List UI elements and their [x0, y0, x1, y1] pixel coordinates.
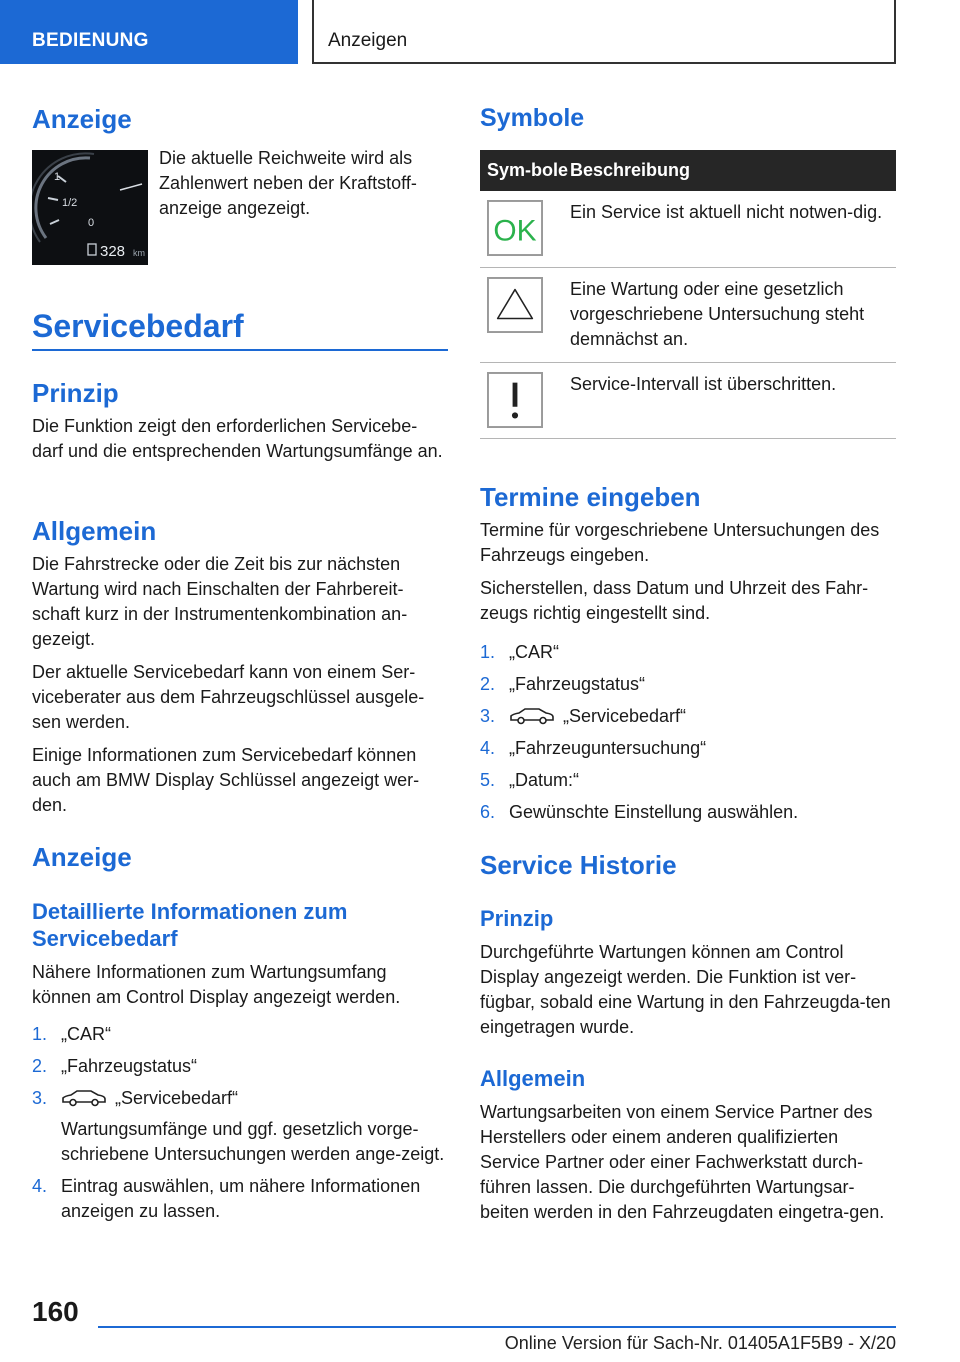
historie-prinzip-text: Durchgeführte Wartungen können am Control Display angezeigt werden. Die Funktion ist ver-fügbar, sobald eine Wartung in den Fahrzeugda-ten eingetragen wurde. — [480, 942, 891, 1037]
gauge-mark-full: 1 — [54, 171, 61, 183]
anzeige-text: Die aktuelle Reichweite wird als Zahlenwert neben der Kraftstoff-anzeige angezeigt. — [159, 148, 417, 218]
termine-steps — [480, 640, 896, 832]
exclamation-icon — [487, 372, 543, 428]
list-item: 4. Eintrag auswählen, um nähere Informationen anzeigen zu lassen. — [32, 1176, 421, 1221]
page-number: 160 — [32, 1296, 79, 1327]
table-row — [480, 191, 896, 267]
allgemein-paragraph-2: Der aktuelle Servicebedarf kann von einem Ser-viceberater aus dem Fahrzeugschlüssel ausgele-sen werden. — [32, 662, 425, 732]
anzeige-heading: Anzeige — [32, 104, 132, 134]
list-item: 6. Gewünschte Einstellung auswählen. — [480, 802, 799, 822]
anzeige-subheading: Anzeige — [32, 842, 132, 872]
car-icon — [509, 707, 555, 725]
historie-allgemein-text: Wartungsarbeiten von einem Service Partner des Herstellers oder einem anderen qualifizierten Service Partner oder einer Fachwerkstatt durch-führen lassen. Die durchgeführten Wartungsar-beiten werden in den Fahrzeugdaten eingetra-gen. — [480, 1102, 885, 1222]
allgemein-paragraph-3: Einige Informationen zum Servicebedarf können auch am BMW Display Schlüssel angezeigt wer-den. — [32, 745, 420, 815]
detail-text: Nähere Informationen zum Wartungsumfang können am Control Display angezeigt werden. — [32, 962, 401, 1007]
svg-text:OK: OK — [493, 214, 537, 248]
allgemein-paragraph-1: Die Fahrstrecke oder die Zeit bis zur nächsten Wartung wird nach Einschalten der Fahrbereit-schaft kurz in der Instrumentenkombination an-gezeigt. — [32, 554, 408, 649]
chapter-title: Anzeigen — [312, 0, 896, 64]
fuel-gauge-image — [32, 150, 148, 265]
warning-triangle-icon — [487, 277, 543, 333]
footer-text: Online Version für Sach-Nr. 01405A1F5B9 - X/20 — [504, 1333, 896, 1353]
detail-heading: Detaillierte Informationen zum Servicebedarf — [32, 899, 348, 951]
list-item: 3. „Servicebedarf“ Wartungsumfänge und ggf. gesetzlich vorge-schriebene Untersuchungen werden ange-zeigt. — [32, 1088, 445, 1164]
historie-prinzip-heading: Prinzip — [480, 906, 554, 931]
prinzip-heading: Prinzip — [32, 378, 119, 408]
table-cell-description: Ein Service ist aktuell nicht notwen-dig. — [570, 191, 896, 267]
gauge-mark-half: 1/2 — [62, 197, 78, 209]
termine-paragraph-1: Termine für vorgeschriebene Untersuchungen des Fahrzeugs eingeben. — [480, 520, 880, 565]
detail-steps — [32, 1022, 448, 1231]
table-row — [480, 362, 896, 438]
footer-rule — [98, 1326, 896, 1328]
ok-icon — [487, 200, 543, 256]
symbol-table — [480, 150, 896, 439]
car-icon — [61, 1089, 107, 1107]
table-cell-description: Service-Intervall ist überschritten. — [570, 362, 896, 438]
termine-heading: Termine eingeben — [480, 482, 701, 512]
section-tab: BEDIENUNG — [0, 0, 298, 64]
list-item: 1. „CAR“ — [480, 642, 559, 662]
list-item: 1. „CAR“ — [32, 1024, 111, 1044]
list-item: 2. „Fahrzeugstatus“ — [480, 674, 646, 694]
allgemein-heading: Allgemein — [32, 516, 157, 546]
table-header-symbol: Sym-bole — [480, 150, 570, 191]
gauge-unit: km — [133, 248, 145, 258]
servicebedarf-heading: Servicebedarf — [32, 308, 244, 344]
gauge-range: 328 — [100, 243, 126, 260]
list-item: 4. „Fahrzeuguntersuchung“ — [480, 738, 707, 758]
list-item: 3. „Servicebedarf“ — [480, 706, 687, 726]
prinzip-text: Die Funktion zeigt den erforderlichen Servicebe-darf und die entsprechenden Wartungsumfänge an. — [32, 416, 443, 461]
termine-paragraph-2: Sicherstellen, dass Datum und Uhrzeit des Fahr-zeugs richtig eingestellt sind. — [480, 578, 869, 623]
list-item: 5. „Datum:“ — [480, 770, 580, 790]
historie-heading: Service Historie — [480, 850, 677, 880]
table-header-description: Beschreibung — [570, 150, 896, 191]
symbole-heading: Symbole — [480, 104, 585, 132]
table-row — [480, 267, 896, 362]
historie-allgemein-heading: Allgemein — [480, 1066, 586, 1091]
list-item: 2. „Fahrzeugstatus“ — [32, 1056, 198, 1076]
heading-rule — [32, 349, 448, 351]
table-cell-description: Eine Wartung oder eine gesetzlich vorgeschriebene Untersuchung steht demnächst an. — [570, 267, 896, 362]
gauge-mark-empty: 0 — [88, 217, 95, 229]
